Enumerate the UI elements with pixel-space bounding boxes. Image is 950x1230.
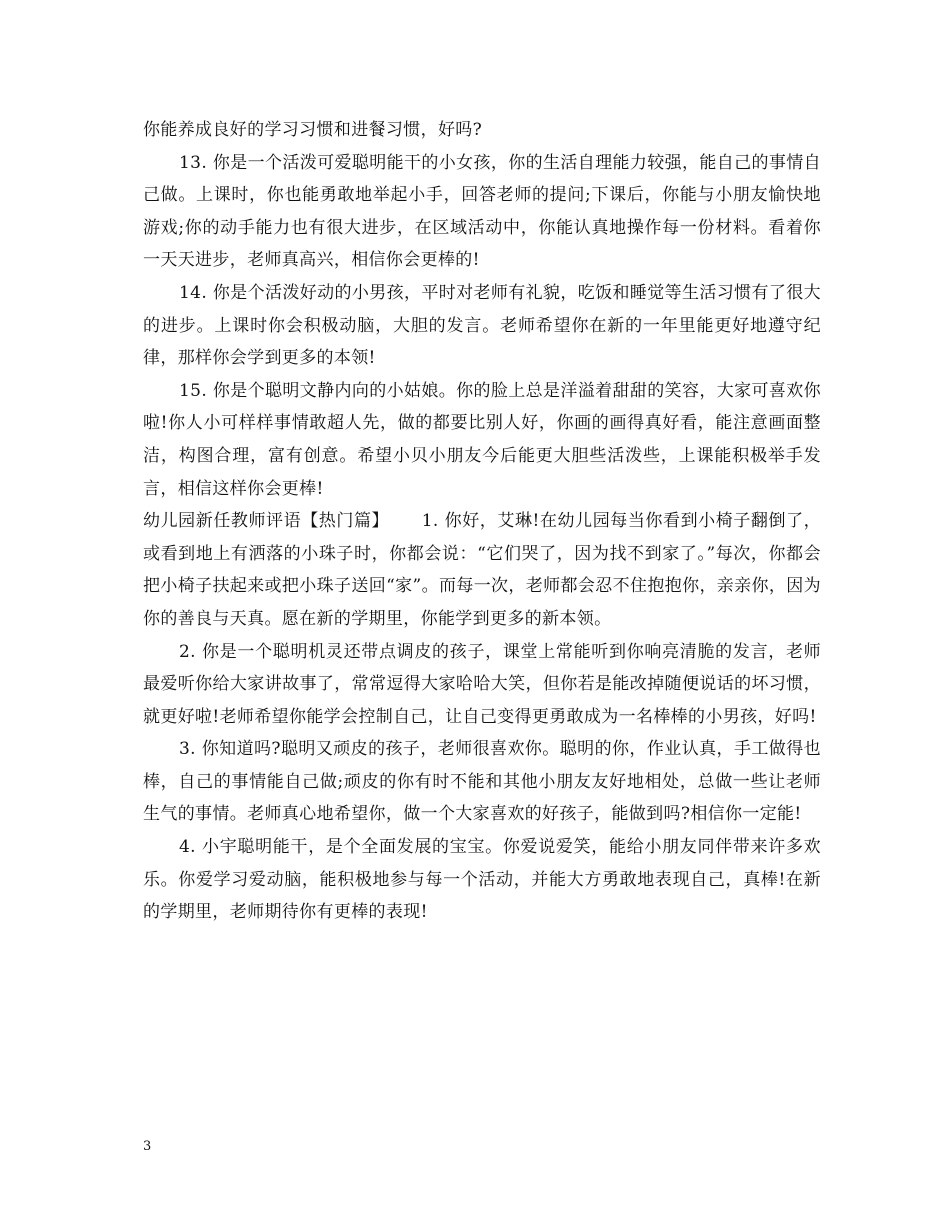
section-heading-paragraph-1: 幼儿园新任教师评语【热门篇】 1. 你好，艾琳!在幼儿园每当你看到小椅子翻倒了，或看到地上有洒落的小珠子时，你都会说：“它们哭了，因为找不到家了。”每次，你都会把小椅子扶起来或把小珠子送回“家”。而每一次，老师都会忍不住抱抱你，亲亲你，因为你的善良与天真。愿在新的学期里，你能学到更多的新本领。 — [143, 511, 821, 629]
paragraph-continuation: 你能养成良好的学习习惯和进餐习惯，好吗? — [143, 120, 483, 140]
paragraph-14: 14. 你是个活泼好动的小男孩，平时对老师有礼貌，吃饭和睡觉等生活习惯有了很大的进步。上课时你会积极动脑，大胆的发言。老师希望你在新的一年里能更好地遵守纪律，那样你会学到更多的本领! — [143, 282, 821, 369]
paragraph-15: 15. 你是个聪明文静内向的小姑娘。你的脸上总是洋溢着甜甜的笑容，大家可喜欢你啦!你人小可样样事情敢超人先，做的都要比别人好，你画的画得真好看，能注意画面整洁，构图合理，富有创意。希望小贝小朋友今后能更大胆些活泼些，上课能积极举手发言，相信这样你会更棒! — [143, 380, 821, 499]
paragraph-4: 4. 小宇聪明能干，是个全面发展的宝宝。你爱说爱笑，能给小朋友同伴带来许多欢乐。你爱学习爱动脑，能积极地参与每一个活动，并能大方勇敢地表现自己，真棒!在新的学期里，老师期待你有更棒的表现! — [143, 837, 821, 923]
paragraph-13: 13. 你是一个活泼可爱聪明能干的小女孩，你的生活自理能力较强，能自己的事情自己做。上课时，你也能勇敢地举起小手，回答老师的提问;下课后，你能与小朋友愉快地游戏;你的动手能力也有很大进步，在区域活动中，你能认真地操作每一份材料。看着你一天天进步，老师真高兴，相信你会更棒的! — [143, 152, 821, 271]
document-body — [143, 114, 821, 929]
page-number: 3 — [143, 1139, 152, 1154]
paragraph-2: 2. 你是一个聪明机灵还带点调皮的孩子，课堂上常能听到你响亮清脆的发言，老师最爱听你给大家讲故事了，常常逗得大家哈哈大笑，但你若是能改掉随便说话的坏习惯，就更好啦!老师希望你能学会控制自己，让自己变得更勇敢成为一名棒棒的小男孩，好吗! — [143, 641, 821, 727]
paragraph-3: 3. 你知道吗?聪明又顽皮的孩子，老师很喜欢你。聪明的你，作业认真，手工做得也棒，自己的事情能自己做;顽皮的你有时不能和其他小朋友友好地相处，总做一些让老师生气的事情。老师真心地希望你，做一个大家喜欢的好孩子，能做到吗?相信你一定能! — [143, 739, 821, 825]
